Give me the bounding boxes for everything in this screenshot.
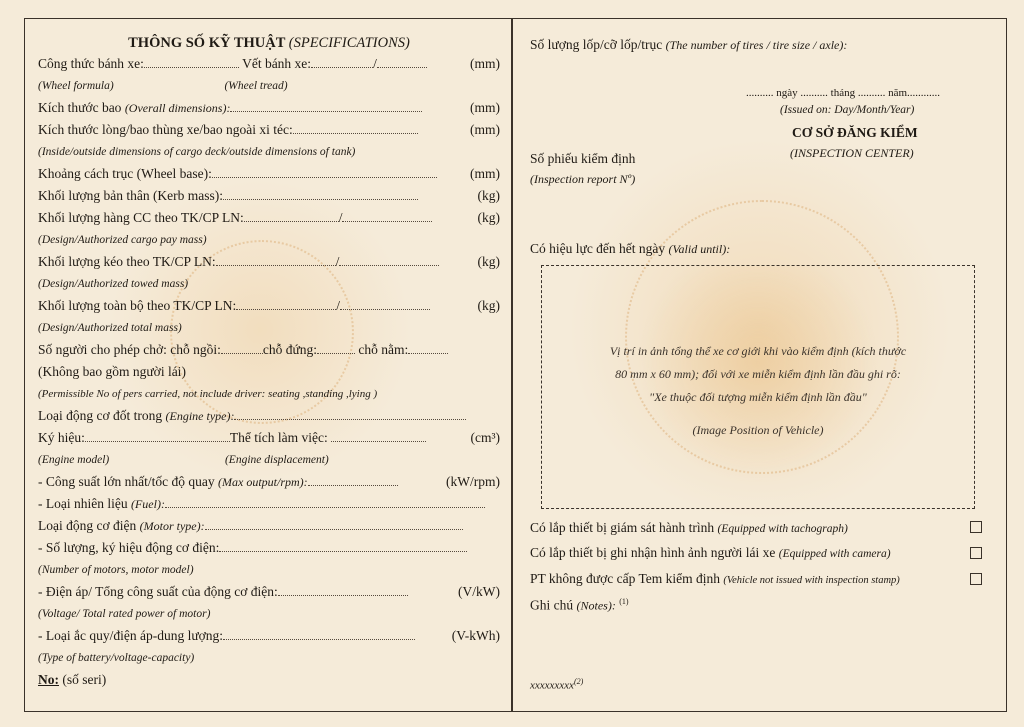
total-mass-en: (Design/Authorized total mass)	[38, 322, 182, 334]
cargo-dims-label: Kích thước lòng/bao thùng xe/bao ngoài xi téc:	[38, 122, 293, 137]
engine-disp-label: Thể tích làm việc:	[229, 430, 328, 445]
notes-sup: (1)	[619, 597, 629, 606]
motor-type-field[interactable]	[205, 517, 463, 530]
tachograph-en: (Equipped with tachograph)	[717, 523, 848, 535]
cargo-dims-en: (Inside/outside dimensions of cargo deck/outside dimensions of tank)	[38, 146, 356, 158]
photo-instruction-4: (Image Position of Vehicle)	[692, 423, 824, 437]
battery-label: - Loại ắc quy/điện áp-dung lượng:	[38, 628, 224, 643]
unit-mm: (mm)	[470, 100, 500, 115]
fuel-row	[38, 493, 500, 515]
report-no-en: (Inspection report Nº)	[530, 172, 636, 186]
motor-count-en: (Number of motors, motor model)	[38, 564, 194, 576]
motor-count-label: - Số lượng, ký hiệu động cơ điện:	[38, 540, 220, 555]
wheel-formula-field[interactable]	[144, 55, 239, 68]
unit-kg: (kg)	[477, 298, 500, 313]
specifications-title	[38, 34, 500, 53]
unit-cm3: (cm³)	[470, 430, 500, 445]
valid-until-row	[530, 238, 730, 260]
kerb-mass-field[interactable]	[223, 187, 418, 200]
engine-type-label: Loại động cơ đốt trong	[38, 408, 163, 423]
title-en: (SPECIFICATIONS)	[288, 35, 410, 51]
notes-en: (Notes):	[576, 598, 616, 613]
engine-disp-en: (Engine displacement)	[224, 454, 329, 466]
notes-label: Ghi chú	[530, 597, 574, 613]
max-output-field[interactable]	[308, 473, 398, 486]
total-mass-field-1[interactable]	[236, 297, 336, 310]
voltage-row	[38, 581, 500, 603]
max-output-label: - Công suất lớn nhất/tốc độ quay	[38, 474, 215, 489]
engine-model-en: (Engine model)	[38, 454, 110, 466]
title-vi: THÔNG SỐ KỸ THUẬT	[128, 35, 286, 51]
overall-dims-label: Kích thước bao	[38, 100, 122, 115]
cargo-mass-field-2[interactable]	[342, 209, 432, 222]
unit-mm: (mm)	[470, 56, 500, 71]
persons-row	[38, 339, 500, 361]
seats-field[interactable]	[221, 341, 263, 354]
notes-row	[530, 597, 629, 614]
overall-dims-field[interactable]	[230, 99, 422, 112]
motor-type-row	[38, 515, 500, 537]
fuel-label: - Loại nhiên liệu	[38, 496, 128, 511]
tires-en: (The number of tires / tire size / axle):	[665, 38, 848, 52]
unit-v-kwh: (V-kWh)	[451, 628, 500, 643]
valid-until-en: (Valid until):	[668, 242, 731, 256]
motor-type-en: (Motor type):	[139, 519, 205, 533]
cargo-mass-label: Khối lượng hàng CC theo TK/CP LN:	[38, 210, 244, 225]
towed-mass-en: (Design/Authorized towed mass)	[38, 278, 189, 290]
engine-type-en: (Engine type):	[165, 409, 235, 423]
specifications-column	[38, 34, 500, 691]
overall-dims-en: (Overall dimensions):	[124, 101, 231, 115]
tires-label: Số lượng lốp/cỡ lốp/trục	[530, 37, 663, 52]
total-mass-field-2[interactable]	[340, 297, 430, 310]
engine-model-row	[38, 427, 500, 449]
cargo-dims-field[interactable]	[293, 121, 418, 134]
tachograph-row	[530, 520, 848, 536]
tachograph-label: Có lắp thiết bị giám sát hành trình	[530, 520, 715, 535]
battery-en: (Type of battery/voltage-capacity)	[38, 652, 195, 664]
standing-label: chỗ đứng:	[262, 342, 318, 357]
voltage-label: - Điện áp/ Tổng công suất của động cơ điện:	[38, 584, 278, 599]
lying-label: chỗ nằm:	[358, 342, 409, 357]
tachograph-checkbox[interactable]	[970, 521, 982, 533]
report-no-label: Số phiếu kiểm định	[530, 151, 636, 166]
valid-until-label: Có hiệu lực đến hết ngày	[530, 241, 666, 256]
wheel-base-row	[38, 163, 500, 185]
towed-mass-field-2[interactable]	[339, 253, 439, 266]
stamp-checkbox[interactable]	[970, 573, 982, 585]
persons-en: (Permissible No of pers carried, not include driver: seating ,standing ,lying )	[38, 388, 378, 400]
overall-dims-row	[38, 97, 500, 119]
kerb-mass-label: Khối lượng bản thân (Kerb mass):	[38, 188, 224, 203]
tires-row	[530, 34, 847, 56]
engine-type-field[interactable]	[234, 407, 466, 420]
battery-field[interactable]	[223, 627, 415, 640]
serial-label: No:	[38, 672, 59, 687]
wheel-row-en	[38, 75, 500, 97]
unit-kw-rpm: (kW/rpm)	[446, 474, 500, 489]
cargo-mass-field-1[interactable]	[244, 209, 339, 222]
max-output-row	[38, 471, 500, 493]
wheel-formula-en: (Wheel formula)	[38, 80, 114, 92]
towed-mass-field-1[interactable]	[216, 253, 336, 266]
issued-on: (Issued on: Day/Month/Year)	[780, 104, 915, 116]
lying-field[interactable]	[408, 341, 448, 354]
serial-row	[38, 669, 500, 691]
photo-instruction-1: Vị trí in ảnh tổng thể xe cơ giới khi vào kiểm định (kích thước	[609, 344, 907, 358]
towed-mass-label: Khối lượng kéo theo TK/CP LN:	[38, 254, 216, 269]
cargo-dims-row	[38, 119, 500, 141]
center-divider	[511, 18, 513, 712]
photo-instruction-2: 80 mm x 60 mm); đối với xe miễn kiểm định lần đầu ghi rõ:	[615, 367, 901, 381]
engine-model-row-en	[38, 449, 500, 471]
kerb-mass-row	[38, 185, 500, 207]
serial-x-row	[530, 677, 583, 692]
fuel-en: (Fuel):	[130, 497, 165, 511]
engine-disp-field[interactable]	[331, 429, 426, 442]
motor-count-field[interactable]	[219, 539, 467, 552]
inspection-center-en: (INSPECTION CENTER)	[790, 146, 914, 160]
max-output-en: (Max output/rpm):	[218, 475, 308, 489]
unit-kg: (kg)	[477, 188, 500, 203]
voltage-en: (Voltage/ Total rated power of motor)	[38, 608, 211, 620]
motor-type-label: Loại động cơ điện	[38, 518, 137, 533]
unit-mm: (mm)	[470, 122, 500, 137]
camera-checkbox[interactable]	[970, 547, 982, 559]
photo-instruction-3: "Xe thuộc đối tượng miễn kiểm định lần đầu"	[649, 390, 867, 404]
fuel-field[interactable]	[165, 495, 485, 508]
unit-kg: (kg)	[477, 210, 500, 225]
serial-x: xxxxxxxxx	[530, 679, 574, 692]
unit-kg: (kg)	[477, 254, 500, 269]
engine-model-field[interactable]	[85, 429, 230, 442]
engine-model-label: Ký hiệu:	[38, 430, 85, 445]
wheel-base-label: Khoảng cách trục (Wheel base):	[38, 166, 212, 181]
wheel-tread-en: (Wheel tread)	[224, 80, 288, 92]
inspection-center-title: CƠ SỞ ĐĂNG KIỂM	[792, 125, 918, 140]
wheel-tread-label: Vết bánh xe:	[242, 56, 312, 71]
battery-row	[38, 625, 500, 647]
wheel-formula-label: Công thức bánh xe:	[38, 56, 144, 71]
persons-label: Số người cho phép chở:	[38, 342, 167, 357]
camera-label: Có lắp thiết bị ghi nhận hình ảnh người lái xe	[530, 545, 776, 560]
seats-label: chỗ ngồi:	[170, 342, 221, 357]
stamp-en: (Vehicle not issued with inspection stamp)	[723, 575, 900, 586]
wheel-tread-field-1[interactable]	[311, 55, 373, 68]
voltage-field[interactable]	[278, 583, 408, 596]
engine-type-row	[38, 405, 500, 427]
serial-text: (số seri)	[62, 672, 107, 687]
unit-v-kw: (V/kW)	[458, 584, 500, 599]
cargo-mass-en: (Design/Authorized cargo pay mass)	[38, 234, 207, 246]
camera-row	[530, 545, 891, 561]
persons-note: (Không bao gồm người lái)	[38, 364, 186, 379]
cargo-mass-row: Khối lượng hàng CC theo TK/CP LN: / (kg)	[38, 207, 500, 229]
wheel-base-field[interactable]	[212, 165, 437, 178]
motor-count-row	[38, 537, 500, 559]
stamp-label: PT không được cấp Tem kiểm định	[530, 571, 720, 586]
stamp-row	[530, 571, 900, 587]
standing-field[interactable]	[317, 341, 355, 354]
wheel-tread-field-2[interactable]	[377, 55, 427, 68]
vehicle-photo-area[interactable]	[541, 265, 975, 509]
unit-mm: (mm)	[470, 166, 500, 181]
towed-mass-row: Khối lượng kéo theo TK/CP LN: / (kg)	[38, 251, 500, 273]
camera-en: (Equipped with camera)	[778, 548, 891, 560]
total-mass-row: Khối lượng toàn bộ theo TK/CP LN: / (kg)	[38, 295, 500, 317]
serial-sup: (2)	[573, 677, 584, 686]
total-mass-label: Khối lượng toàn bộ theo TK/CP LN:	[38, 298, 237, 313]
wheel-row: Công thức bánh xe: Vết bánh xe: / (mm)	[38, 53, 500, 75]
date-line[interactable]: .......... ngày .......... tháng .......... năm............	[746, 87, 941, 99]
